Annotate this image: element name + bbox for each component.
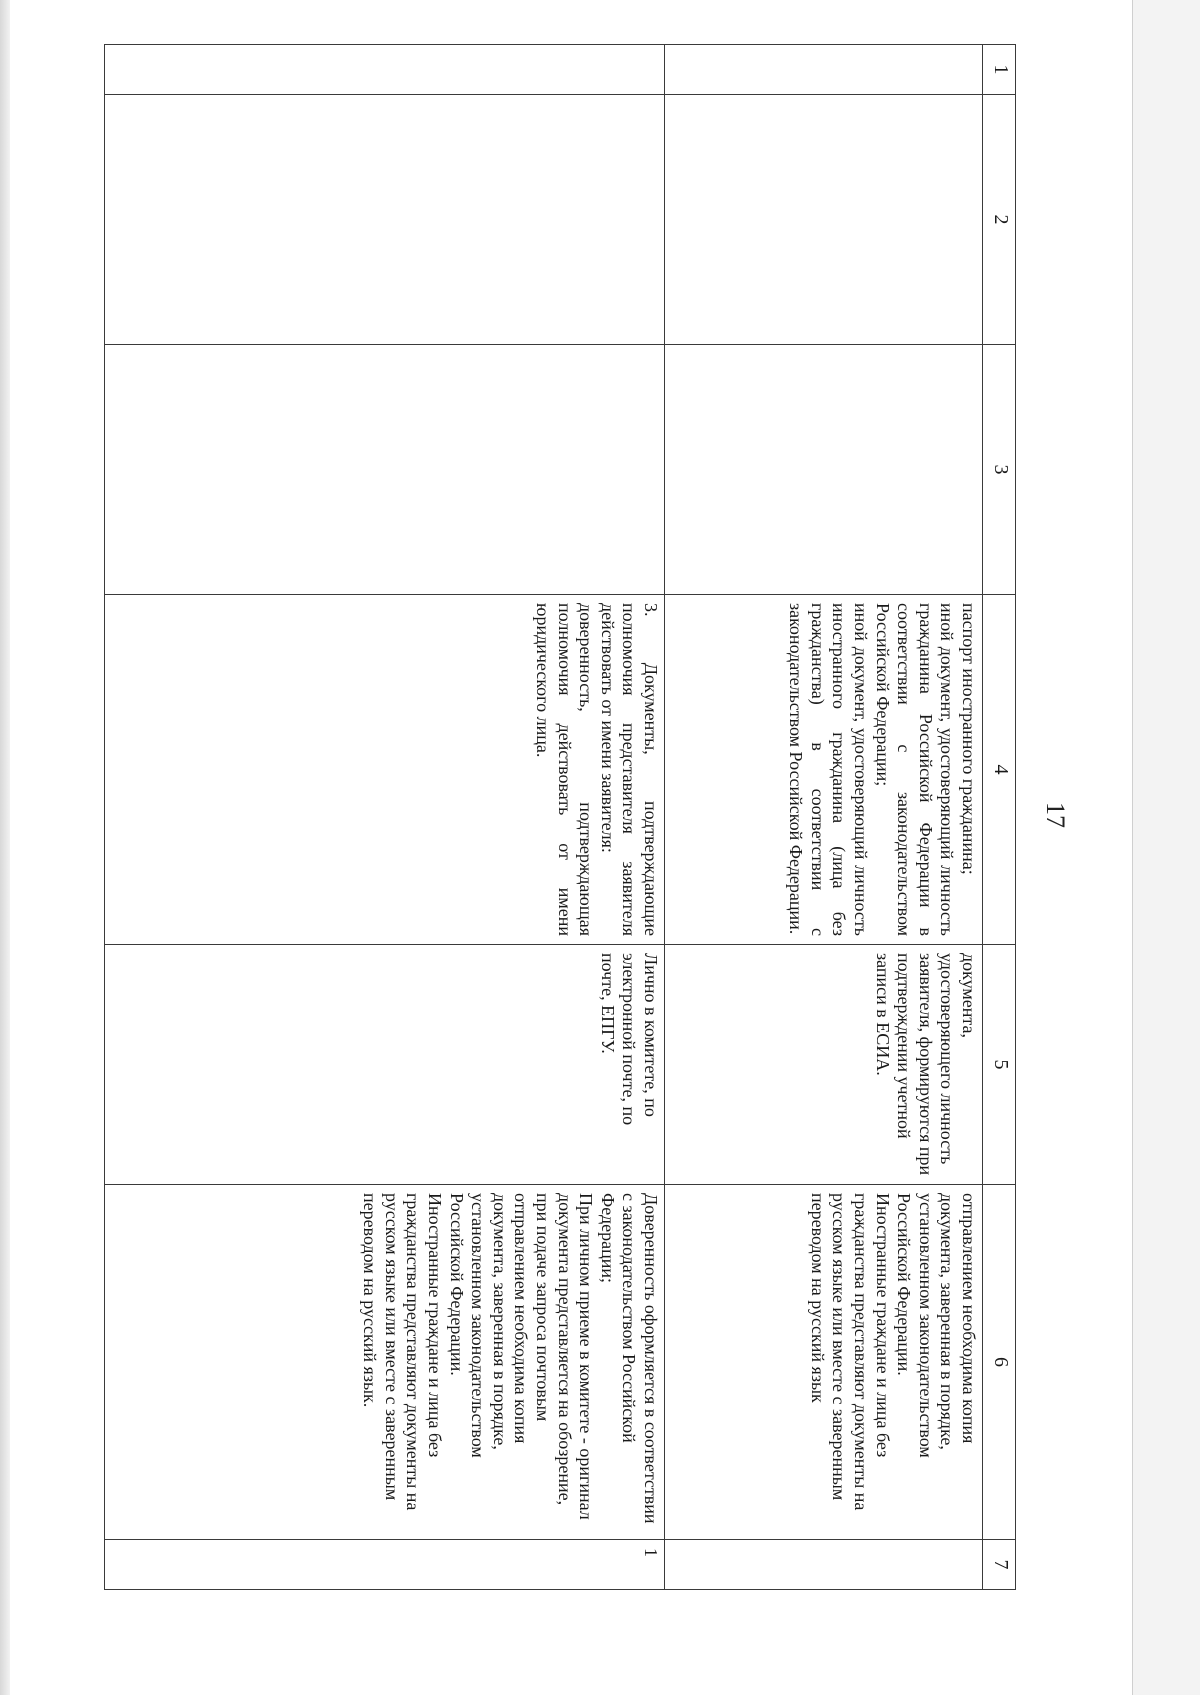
column-header-7: 7 xyxy=(983,1540,1016,1590)
column-header-5: 5 xyxy=(983,945,1016,1185)
table-cell: Лично в комитете, по электронной почте, по почте, ЕПГУ. xyxy=(105,945,665,1185)
column-header-6: 6 xyxy=(983,1185,1016,1540)
table-cell: 3. Документы, подтверждающие полномочия представителя заявителя действовать от имени заявителя: доверенность, подтверждающая полномочия действовать от имени юридического лица. xyxy=(105,595,665,945)
table-cell xyxy=(105,95,665,345)
table-row xyxy=(105,45,665,1590)
page-number: 17 xyxy=(1041,802,1070,828)
table-cell: Доверенность оформляется в соответствии с законодательством Российской Федерации; При личном приеме в комитете - оригинал документа представляется на обозрение, при подаче запроса почтовым отправлением необходима копия документа, заверенная в порядке, установленном законодательством Российской Федерации. Иностранные граждане и лица без гражданства представляют документы на русском языке или вместе с заверенным переводом на русский язык. xyxy=(105,1185,665,1540)
table-cell: отправлением необходима копия документа, заверенная в порядке, установленном законодательством Российской Федерации. Иностранные граждане и лица без гражданства представляют документы на русском языке или вместе с заверенным переводом на русский язык xyxy=(665,1185,983,1540)
column-header-4: 4 xyxy=(983,595,1016,945)
scan-edge-shadow xyxy=(0,0,10,1695)
table-cell xyxy=(665,45,983,95)
table-cell: паспорт иностранного гражданина; иной документ, удостоверяющий личность гражданина Российской Федерации в соответствии с законодательством Российской Федерации; иной документ, удостоверяющий личность иностранного гражданина (лица без гражданства) в соответствии с законодательством Российской Федерации. xyxy=(665,595,983,945)
table-cell xyxy=(665,1540,983,1590)
header-row xyxy=(983,45,1016,1590)
scan-margin-strip xyxy=(1132,0,1200,1695)
column-header-1: 1 xyxy=(983,45,1016,95)
table-cell xyxy=(105,345,665,595)
column-header-2: 2 xyxy=(983,95,1016,345)
table-cell xyxy=(665,95,983,345)
rotated-content xyxy=(70,30,1070,1600)
table-cell xyxy=(105,45,665,95)
table-cell xyxy=(665,345,983,595)
table-cell: 1 xyxy=(105,1540,665,1590)
column-header-3: 3 xyxy=(983,345,1016,595)
document-table xyxy=(104,44,1016,1590)
table-row xyxy=(665,45,983,1590)
table-cell: документа, удостоверяющего личность заявителя, формируются при подтверждении учетной записи в ЕСИА. xyxy=(665,945,983,1185)
